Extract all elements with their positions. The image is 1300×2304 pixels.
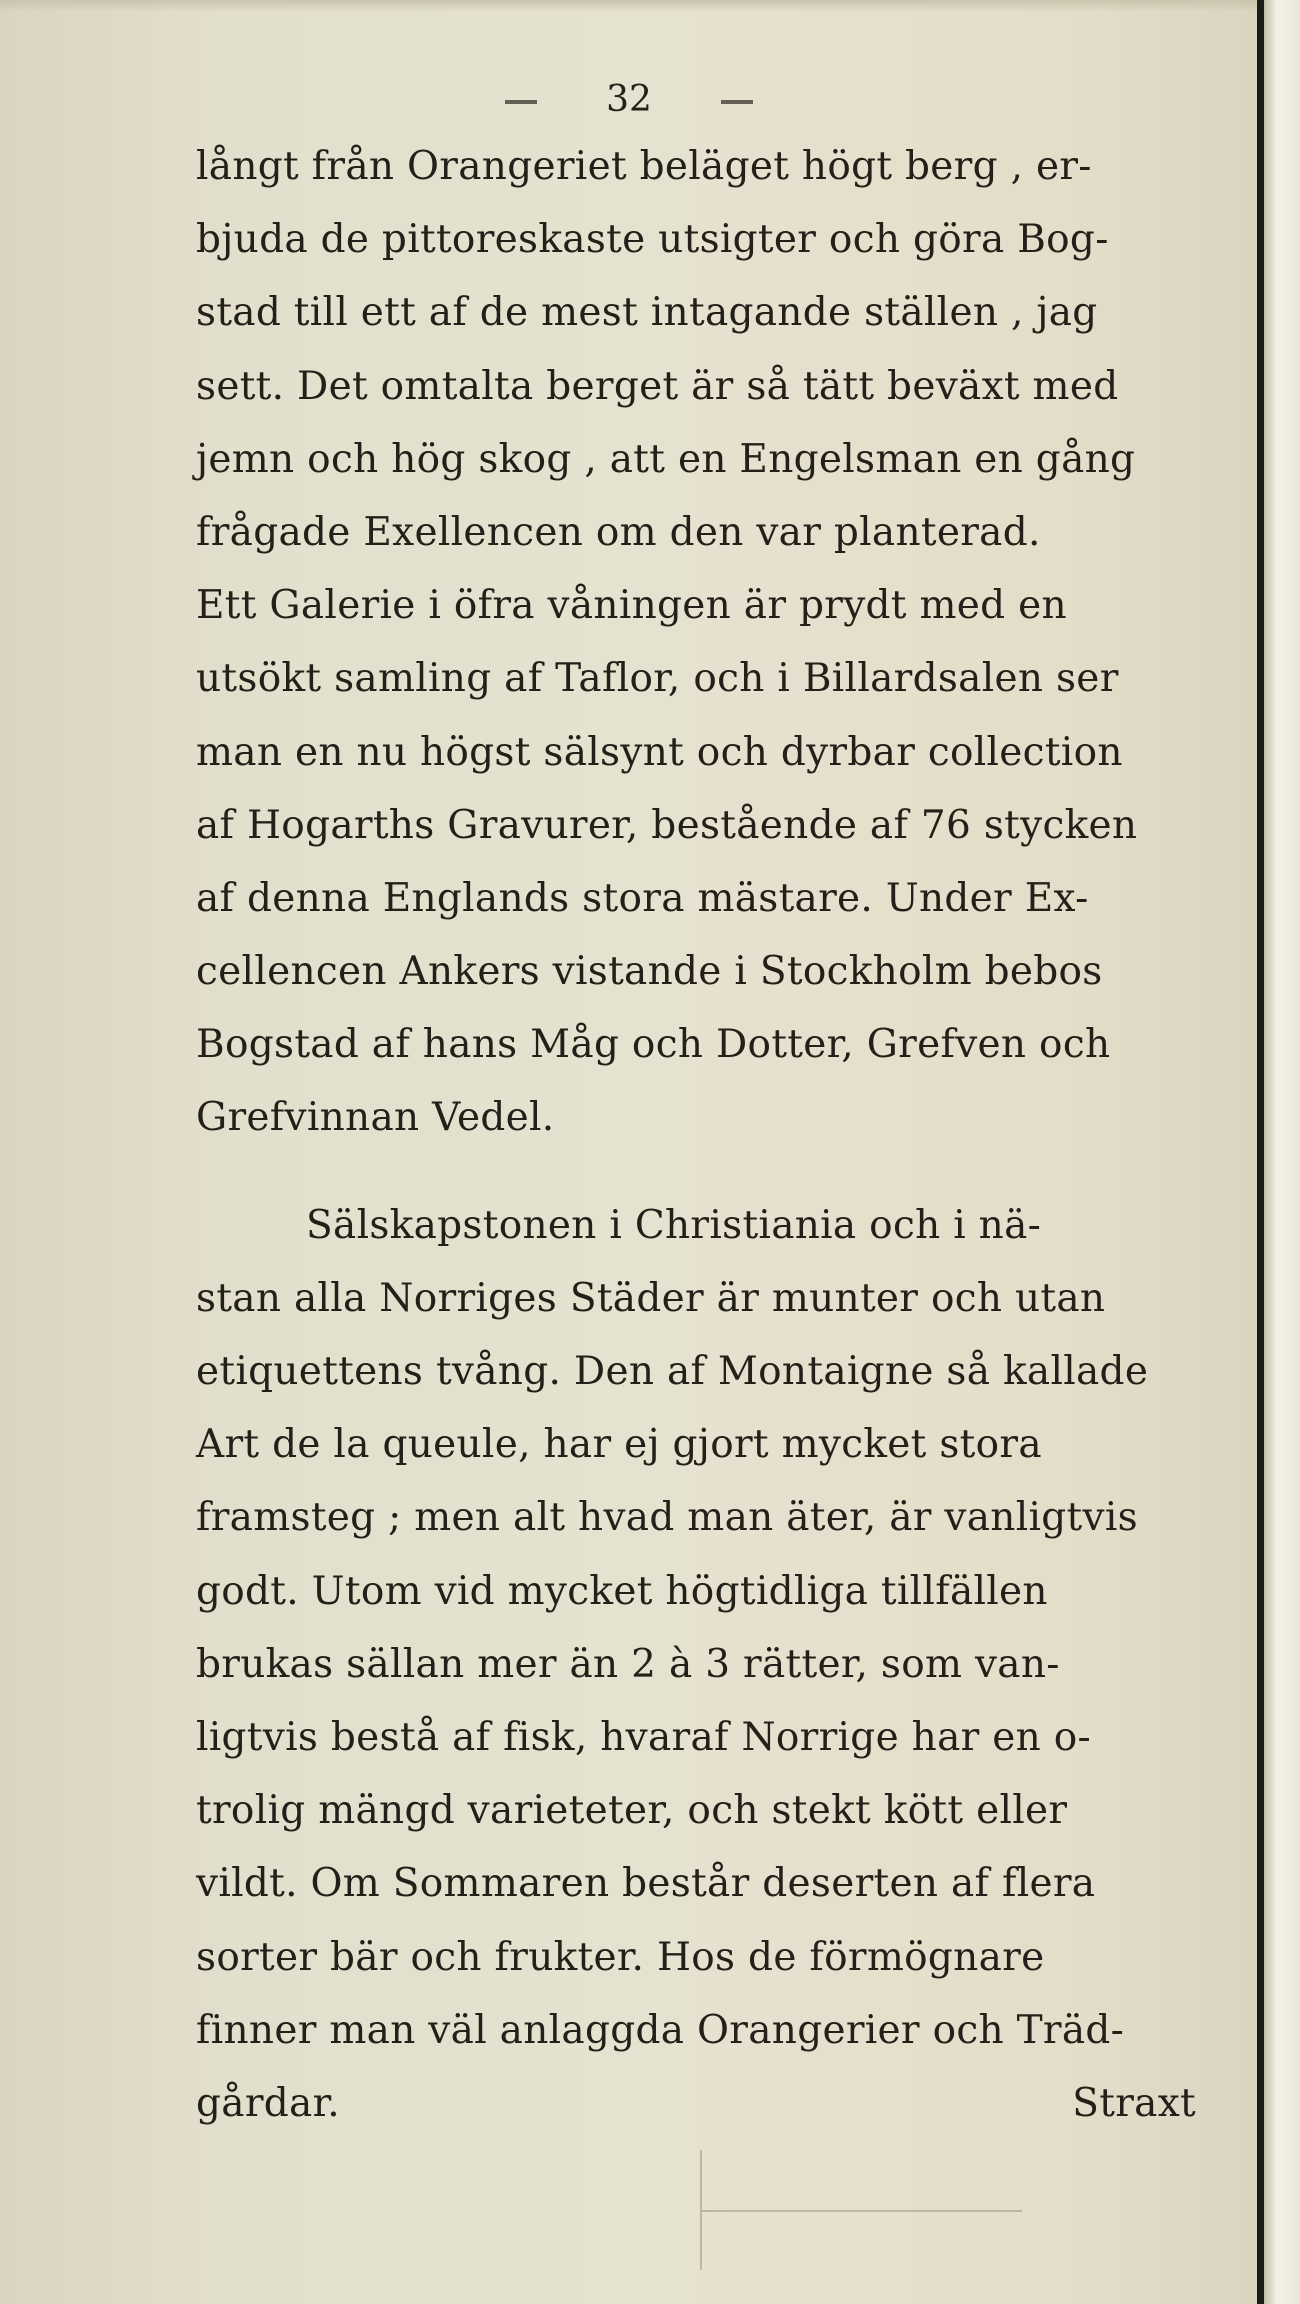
text-line-end: gårdar. bbox=[196, 2080, 340, 2126]
text-line: vildt. Om Sommaren består deserten af flera bbox=[196, 1861, 1096, 1907]
text-line: jemn och hög skog , att en Engelsman en gång bbox=[196, 436, 1136, 482]
text-line: stan alla Norriges Städer är munter och utan bbox=[196, 1275, 1106, 1321]
text-line: stad till ett af de mest intagande ställen , jag bbox=[196, 290, 1098, 336]
text-line: Grefvinnan Vedel. bbox=[196, 1095, 555, 1141]
text-line: brukas sällan mer än 2 à 3 rätter, som van- bbox=[196, 1641, 1060, 1687]
page-binding-line bbox=[1257, 0, 1264, 2304]
text-line: godt. Utom vid mycket högtidliga tillfällen bbox=[196, 1568, 1048, 1614]
page-binding-edge bbox=[1258, 0, 1300, 2304]
header-ornament-right bbox=[721, 100, 753, 104]
text-line: sorter bär och frukter. Hos de förmögnare bbox=[196, 1934, 1045, 1980]
text-line: finner man väl anlaggda Orangerier och Träd- bbox=[196, 2007, 1125, 2053]
paragraph-gap bbox=[196, 1155, 1196, 1189]
text-line: långt från Orangeriet beläget högt berg , er- bbox=[196, 144, 1092, 189]
page-header bbox=[0, 80, 1258, 120]
text-line: framsteg ; men alt hvad man äter, är vanligtvis bbox=[196, 1495, 1138, 1541]
text-line: ligtvis bestå af fisk, hvaraf Norrige har en o- bbox=[196, 1714, 1092, 1760]
last-line bbox=[196, 2067, 1196, 2140]
header-ornament-left bbox=[505, 100, 537, 104]
page-top-shadow bbox=[0, 0, 1300, 12]
text-line: af Hogarths Gravurer, bestående af 76 stycken bbox=[196, 802, 1138, 848]
text-line: Bogstad af hans Måg och Dotter, Grefven och bbox=[196, 1022, 1111, 1068]
catchword: Straxt bbox=[1072, 2080, 1196, 2126]
text-line: af denna Englands stora mästare. Under Ex- bbox=[196, 875, 1089, 921]
text-line: frågade Exellencen om den var planterad. bbox=[196, 509, 1041, 555]
text-line: trolig mängd varieteter, och stekt kött eller bbox=[196, 1788, 1068, 1834]
text-line: sett. Det omtalta berget är så tätt beväxt med bbox=[196, 363, 1119, 409]
paper-mark bbox=[702, 2210, 1022, 2212]
text-line: Art de la queule, har ej gjort mycket stora bbox=[196, 1422, 1042, 1468]
page-number: 32 bbox=[606, 79, 652, 120]
text-line: Ett Galerie i öfra våningen är prydt med en bbox=[196, 583, 1067, 629]
text-line: Sälskapstonen i Christiania och i nä- bbox=[306, 1202, 1042, 1248]
page-text bbox=[196, 130, 1196, 2140]
text-line: man en nu högst sälsynt och dyrbar collection bbox=[196, 729, 1123, 775]
text-line: etiquettens tvång. Den af Montaigne så kallade bbox=[196, 1349, 1149, 1394]
text-line: utsökt samling af Taflor, och i Billardsalen ser bbox=[196, 656, 1119, 702]
text-line: cellencen Ankers vistande i Stockholm bebos bbox=[196, 949, 1103, 995]
text-line: bjuda de pittoreskaste utsigter och göra Bog- bbox=[196, 217, 1109, 263]
